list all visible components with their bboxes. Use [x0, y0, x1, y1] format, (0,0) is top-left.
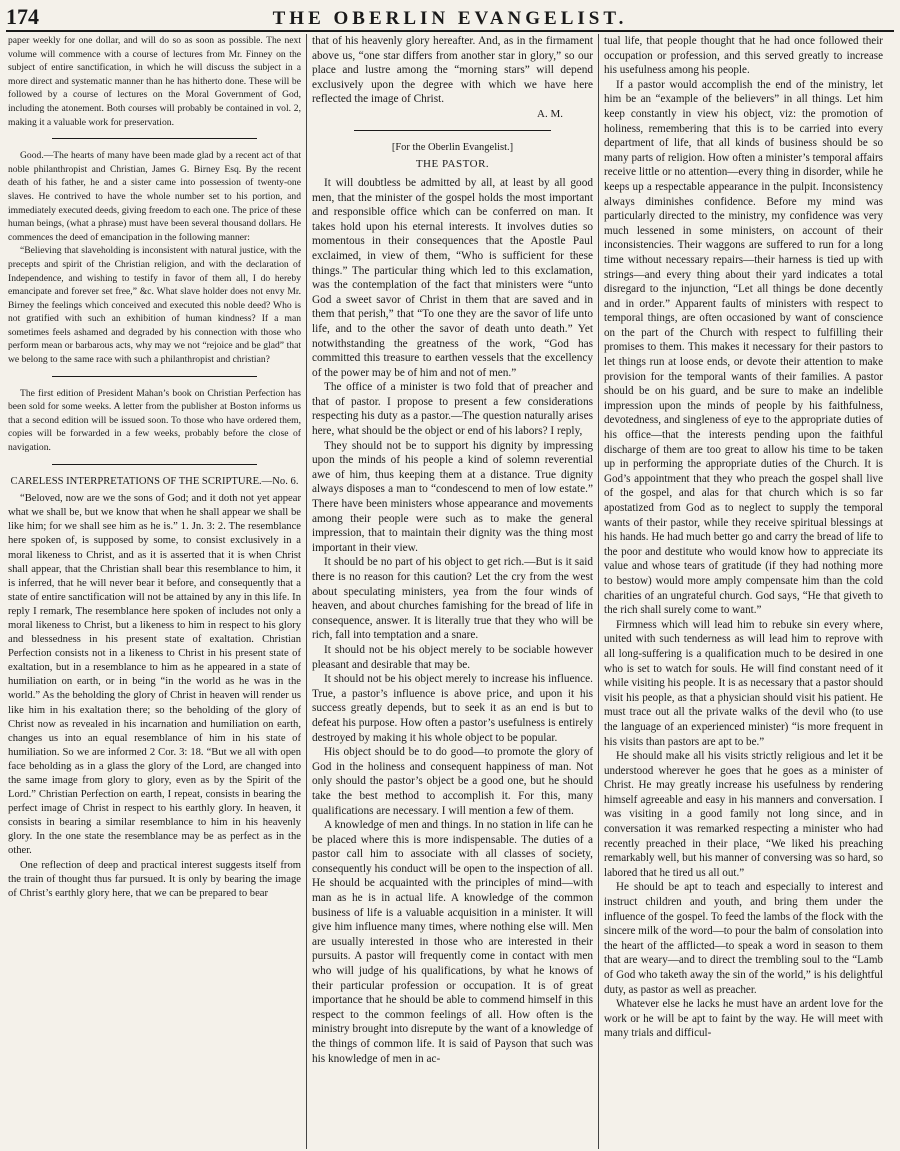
article-title: THE PASTOR.: [415, 158, 490, 171]
column-1: [6, 34, 306, 1149]
pastor-paragraph: They should not be to support his dignity by impressing upon the minds of his people a kind of solemn reverential awe of him, thus keeping them at a distance. True dignity always disposes a man to “condescend to men of low estate.” There have been ministers whose appearance and movements among their people were such as to make the general impression, that to maintain their dignity was the thing most important in their view.: [312, 439, 593, 554]
text-columns: [6, 34, 894, 1149]
article-heading: CARELESS INTERPRETATIONS OF THE SCRIPTURE.—No. 6.: [10, 475, 299, 487]
pastor-paragraph: It should be no part of his object to get rich.—But is it said there is no reason for this caution? Let the cry from the west about speculating ministers, yea from the four winds of heaven, and about churches famishing for the bread of life in consequence, answer. It is literally true that they who will be rich, fall into temptation and a snare.: [312, 556, 593, 642]
pastor-paragraph: The office of a minister is two fold that of preacher and that of pastor. I propose to present a few considerations respecting his duty as a pastor.—The question naturally arises here, what should be the object or end of his labors? I reply,: [312, 381, 593, 438]
column-2: [306, 34, 598, 1149]
mahan-book-notice: The first edition of President Mahan’s book on Christian Perfection has been sold for some weeks. A letter from the publisher at Boston informs us that a second edition will be issued soon. To those who have ordered them, copies will be forwarded in a few weeks, probably before the close of navigation.: [8, 387, 301, 454]
pastor-paragraph: If a pastor would accomplish the end of the ministry, let him be an “example of the believers” in all things. Let him keep constantly in view his object, viz: the promotion of holiness, remembering that this is to be carried into every department of life, that all kinds of business should be so many parts of religion. How often a minister’s temporal affairs receive little or no attention—every thing in disorder, while he keeps up a respectable appearance in the pulpit. Inconsistency always diminishes confidence. Before my mind was particularly directed to the ministry, my confidence was very much lessened in some ministers, on account of their inconsistencies. Their waggons are suffered to run for a long time without necessary repairs—their harness is tied up with strings—and every thing about their yard indicates a total disregard to the injunction, “Let all things be done decently and in order.” Apparent faults of ministers with respect to temporal things, are often occasioned by want of conscience on the part of the Church with respect to fulfilling their promises to them. This makes it necessary for their pastors to let things run at loose ends, or devote their attention to make provision for the temporal wants of their families. A pastor should be on his guard, and be sure to make an indelible impression upon the minds of people by his faithfulness, devotedness, and singleness of eye to the appropriate duties of his office—that the interests pending upon the faithful discharge of them are too great to allow his time to be taken up in performing the appropriate duties of the Church. It is God’s appointment that they who preach the gospel shall live of the gospel, and alas for that church which is so far apostatized from God as to neglect to supply the temporal wants of their pastor, while they receive spiritual blessings at his hands. He had much better go and carry the bread of life to the poor and destitute who would know how to appreciate its value and whose tears of gratitude (if they had nothing more to bestow) would more amply compensate him than the cold charities of an ungrateful church. God says, “He that giveth to the rich shall surely come to want.”: [604, 78, 883, 617]
pastor-paragraph: He should be apt to teach and especially to interest and instruct children and youth, and bring them under the influence of the gospel. To feed the lambs of the flock with the sincere milk of the word—to pour the balm of consolation into the heart of the afflicted—to speak a word in season to them that are weary—and to direct the trembling soul to the “Lamb of God who taketh away the sin of the world,” is his delightful duty, as pastor as well as preacher.: [604, 881, 883, 996]
page-number: 174: [6, 4, 39, 29]
article-dateline: [For the Oberlin Evangelist.]: [391, 141, 514, 153]
paper-title: THE OBERLIN EVANGELIST.: [272, 8, 628, 29]
pastor-paragraph: Firmness which will lead him to rebuke sin every where, united with such tenderness as will lead him to reprove with all long-suffering is a qualification much to be desired in one who is set to watch for souls. He will find constant need of it while visiting his people. It is as necessary that a pastor should visit his people, as that a physician should visit his patient. He must trace out all the private walks of the devil who (to use the language of an experienced minister) “is more frequent in his visits than pastors are apt to be.”: [604, 618, 883, 748]
author-signature: A. M.: [537, 107, 563, 120]
divider: [354, 130, 551, 131]
pastor-paragraph: A knowledge of men and things. In no station in life can he be placed where this is more indispensable. The duties of a pastor call him to associate with all classes of society, consequently his conduct will be open to the inspection of all. He should be acquainted with the principles of mind—with man as he is in actual life. A knowledge of the common business of life is a valuable acquisition in a minister. It will give him influence many times, where nothing else will. Men are usually interested in those who are interested in their pursuits. A pastor will frequently come in contact with men who will judge of his qualifications, by what he knows of their particular profession or occupation. It is of great importance that he should be able to commend himself in this respect to the common feelings of all. How often is the ministry brought into disrepute by the want of a knowledge of the things of common life. It is said of Payson that such was his knowledge of men in ac-: [312, 819, 593, 1065]
pastor-paragraph: tual life, that people thought that he had once followed their occupation or profession, and this served greatly to increase his usefulness among his people.: [604, 35, 883, 77]
divider: [52, 376, 257, 377]
pastor-paragraph: He should make all his visits strictly religious and let it be understood wherever he goes that he goes as a minister of Christ. He may greatly increase his usefulness by rendering himself agreeable and easy in his manners and conversation. I was visiting in a good family not long since, and in conversation it was remarked respecting a minister who had recently preached in their place, “We liked his preaching remarkably well, but his manner of conversing was so hard, so labored that he tired us all out.”: [604, 750, 883, 879]
careless-interpretations-article: [8, 475, 301, 901]
birney-article-p2: “Believing that slaveholding is inconsistent with natural justice, with the precepts and spirit of the Christian religion, and with the declaration of Independence, and wishing to testify in favor of them all, I do hereby emancipate and forever set free,” &c. What slave holder does not envy Mr. Birney the feelings which conceived and executed this noble deed? Who is not gratified with such an exhibition of human kindness? If a man sometimes feels ashamed and degraded by his connection with those who perform mean or barbarous acts, why may we not “rejoice and be glad” that we belong to the same race with such a philanthropist and christian?: [8, 245, 301, 366]
lectures-notice: paper weekly for one dollar, and will do so as soon as possible. The next volume will commence with a course of lectures from Mr. Finney on the subject of entire sanctification, in which he will discuss the subject in a more direct and systematic manner than he has hitherto done. These will be followed by a course of lectures on the Moral Government of God, including the atonement. Both courses will probably be contained in vol. 2, making it a valuable work for preservation.: [8, 35, 301, 128]
masthead: [6, 4, 894, 32]
column-3: [598, 34, 888, 1149]
article-paragraph: One reflection of deep and practical interest suggests itself from the train of thought thus far pursued. It is only by bearing the image of Christ’s earthly glory here, that we can be prepared to bear: [8, 859, 301, 899]
article-paragraph: “Beloved, now are we the sons of God; and it doth not yet appear what we shall be, but we know that when he shall appear we shall be like him; for we shall see him as he is.” 1. Jn. 3: 2. The resemblance here spoken of, is supposed by some, to consist exclusively in a moral likeness to Christ, and as it is asserted that it is when Christ shall appear, that the Christian shall bear this resemblance to him, it is inferred, that he will never bear it before, and consequently that a state of entire sanctification will not be attained by any in this life. In reply I remark, The resemblance here spoken of includes not only a moral likeness to Christ, but a likeness to him in respect to his glory and blessedness in his present state of exaltation. Christian Perfection consists not in a likeness to Christ in his present state of exaltation, but in a resemblance to him as he appeared in a state of humiliation on earth, or in being “in the world as he was in the world.” As the beholding the glory of Christ in heaven will render us like him in his exaltation there; so the beholding of the glory of Christ now as revealed in his incarnation and humiliation on earth, changes us into an equal resemblance of him in his state of humiliation. So we are informed 2 Cor. 3: 18. “But we all with open face beholding as in a glass the glory of the Lord, are changed into the same image from glory to glory, even as by the Spirit of the Lord.” Christian Perfection on earth, I repeat, consists in bearing the perfect image of Christ in respect to his earthly glory. In heaven, it consists in bearing a similar resemblance to him in his heavenly glory. In the one state the resemblance may be as perfect as in the other.: [8, 493, 301, 857]
pastor-paragraph: It should not be his object merely to increase his influence. True, a pastor’s influence is above price, and upon it his success greatly depends, but to seek it as an end is but to defeat his purpose. How often a pastor’s usefulness is entirely destroyed by making it his whole object to be popular.: [312, 673, 593, 744]
pastor-paragraph: Whatever else he lacks he must have an ardent love for the work or he will be apt to faint by the way. He will meet with many trials and difficul-: [604, 998, 883, 1040]
pastor-paragraph: His object should be to do good—to promote the glory of God in the holiness and consequent happiness of man. Not only should the pastor’s object be a good one, but he should take the best method to accomplish it. For this, many qualifications are necessary. I will mention a few of them.: [312, 746, 593, 817]
birney-article-p1: Good.—The hearts of many have been made glad by a recent act of that noble philanthropist and Christian, James G. Birney Esq. By the recent death of his father, he and a sister came into possession of twenty-one slaves. He contrived to have the whole number set to his portion, and immediately executed deeds, giving freedom to each one. The price of these human beings, (what a phrase) must have been several thousand dollars. He commences the deed of emancipation in the following manner:: [8, 150, 301, 243]
divider: [52, 138, 257, 139]
article-paragraph: that of his heavenly glory hereafter. And, as in the firmament above us, “one star differs from another star in glory,” so our place and lustre among the “morning stars” will depend exclusively upon the degree with which we have here reflected the image of Christ.: [312, 35, 593, 106]
pastor-paragraph: It will doubtless be admitted by all, at least by all good men, that the minister of the gospel holds the most important and responsible office which can be conferred on man. It takes hold upon his eternal interests. It involves duties so momentous in their consequences that the Apostle Paul exclaimed, in view of them, “Who is sufficient for these things.” The particular thing which led to this exclamation, was the contemplation of the fact that ministers were “unto God a sweet savor of Christ in them that are saved and in them that perish,” that “To one they are the savor of life unto life, and to the other the savor of death unto death.” Yet notwithstanding the greatness of the work, “God has committed this treasure to earthen vessels that the excellency of the power may be of him and not of men.”: [312, 176, 593, 379]
divider: [52, 464, 257, 465]
pastor-paragraph: It should not be his object merely to be sociable however pleasant and desirable that may be.: [312, 643, 593, 671]
